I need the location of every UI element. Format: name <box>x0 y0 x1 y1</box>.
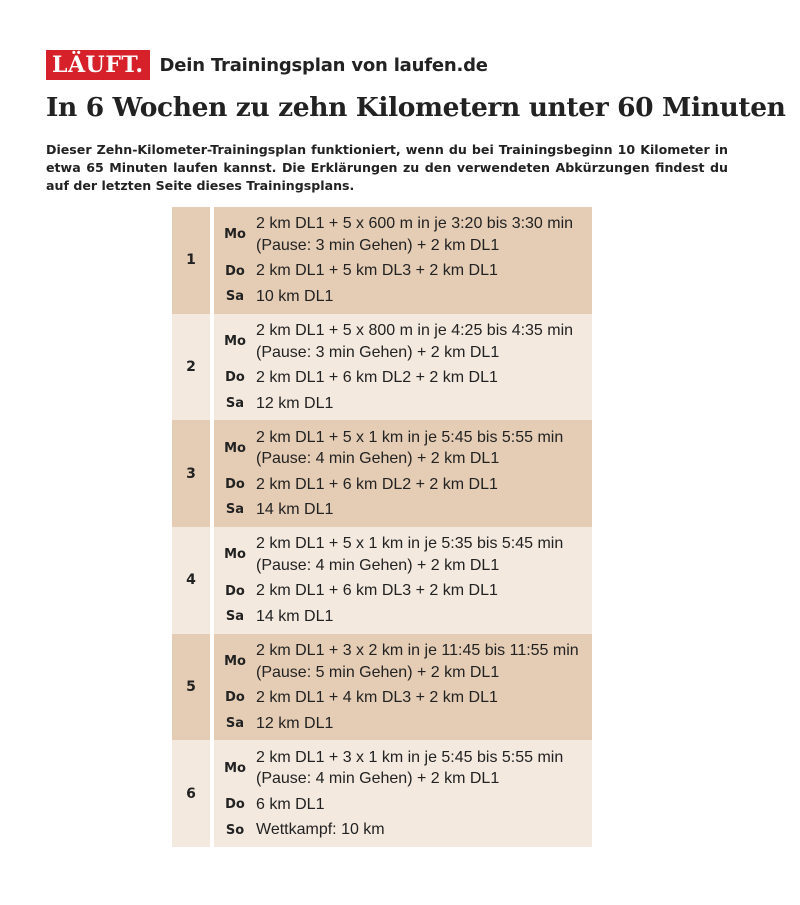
session-description-line: (Pause: 4 min Gehen) + 2 km DL1 <box>256 770 500 788</box>
session-day: Mo <box>224 547 246 563</box>
session-description <box>256 745 563 792</box>
intro-paragraph: Dieser Zehn-Kilometer-Trainingsplan funktioniert, wenn du bei Trainingsbeginn 10 Kilometer in etwa 65 Minuten laufen kannst. Die Erklärungen zu den verwendeten Abkürzungen findest du auf der letzten Seite dieses Trainingsplans. <box>46 142 728 193</box>
session-row <box>214 638 592 685</box>
session-description-line: 2 km DL1 + 5 km DL3 + 2 km DL1 <box>256 262 498 280</box>
week-row <box>172 740 592 847</box>
session-description-line: (Pause: 3 min Gehen) + 2 km DL1 <box>256 343 500 361</box>
week-number: 6 <box>186 785 196 802</box>
session-row <box>214 211 592 258</box>
session-description-line: 2 km DL1 + 3 x 1 km in je 5:45 bis 5:55 min <box>256 748 564 766</box>
session-description <box>256 817 385 843</box>
session-description-line: 2 km DL1 + 6 km DL2 + 2 km DL1 <box>256 475 498 493</box>
session-row <box>214 365 592 391</box>
session-day: Mo <box>224 760 246 776</box>
session-row <box>214 817 592 843</box>
session-day: Do <box>225 690 245 706</box>
session-description <box>256 391 333 417</box>
session-description-line: 2 km DL1 + 5 x 1 km in je 5:35 bis 5:45 min <box>256 535 564 553</box>
session-day: Do <box>225 263 245 279</box>
session-day: Sa <box>225 715 245 731</box>
session-description-line: 2 km DL1 + 5 x 600 m in je 3:20 bis 3:30 min <box>256 215 574 233</box>
laeuft-logo: LÄUFT. <box>46 50 150 80</box>
week-row <box>172 634 592 741</box>
session-day: Mo <box>224 654 246 670</box>
brand-header <box>46 50 488 80</box>
week-number: 3 <box>186 465 196 482</box>
session-description-line: 2 km DL1 + 6 km DL2 + 2 km DL1 <box>256 369 498 387</box>
session-description-line: 2 km DL1 + 4 km DL3 + 2 km DL1 <box>256 689 498 707</box>
brand-tagline: Dein Trainingsplan von laufen.de <box>159 54 488 76</box>
session-description <box>256 318 573 365</box>
session-row <box>214 685 592 711</box>
week-row <box>172 314 592 421</box>
session-row <box>214 792 592 818</box>
session-list <box>214 527 592 634</box>
session-row <box>214 497 592 523</box>
session-day: Do <box>225 370 245 386</box>
session-description-line: 2 km DL1 + 3 x 2 km in je 11:45 bis 11:55 min <box>256 642 579 660</box>
session-row <box>214 391 592 417</box>
session-row <box>214 531 592 578</box>
session-description-line: 2 km DL1 + 5 x 800 m in je 4:25 bis 4:35 min <box>256 322 574 340</box>
session-day: Do <box>225 476 245 492</box>
session-list <box>214 420 592 527</box>
session-description-line: 2 km DL1 + 6 km DL3 + 2 km DL1 <box>256 582 498 600</box>
session-description-line: (Pause: 5 min Gehen) + 2 km DL1 <box>256 663 500 681</box>
session-description-line: 6 km DL1 <box>256 795 325 813</box>
session-description <box>256 578 498 604</box>
session-description <box>256 685 498 711</box>
session-description <box>256 258 498 284</box>
week-number: 4 <box>186 572 196 589</box>
session-row <box>214 745 592 792</box>
session-description <box>256 425 563 472</box>
session-row <box>214 578 592 604</box>
session-description <box>256 497 333 523</box>
session-day: Mo <box>224 334 246 350</box>
session-list <box>214 740 592 847</box>
session-description <box>256 365 498 391</box>
session-description <box>256 472 498 498</box>
session-row <box>214 604 592 630</box>
session-description-line: (Pause: 3 min Gehen) + 2 km DL1 <box>256 236 500 254</box>
session-description <box>256 211 573 258</box>
session-day: Mo <box>224 227 246 243</box>
week-row <box>172 527 592 634</box>
session-list <box>214 634 592 741</box>
session-day: Sa <box>225 609 245 625</box>
session-day: Sa <box>225 289 245 305</box>
session-description-line: 12 km DL1 <box>256 714 334 732</box>
week-number: 1 <box>186 252 196 269</box>
session-day: So <box>225 822 245 838</box>
session-row <box>214 472 592 498</box>
session-description-line: 2 km DL1 + 5 x 1 km in je 5:45 bis 5:55 min <box>256 428 564 446</box>
session-row <box>214 425 592 472</box>
session-row <box>214 284 592 310</box>
session-description-line: (Pause: 4 min Gehen) + 2 km DL1 <box>256 450 500 468</box>
session-description <box>256 604 333 630</box>
week-row <box>172 420 592 527</box>
session-day: Sa <box>225 502 245 518</box>
session-day: Do <box>225 583 245 599</box>
session-description-line: (Pause: 4 min Gehen) + 2 km DL1 <box>256 556 500 574</box>
week-number: 2 <box>186 359 196 376</box>
session-description <box>256 792 324 818</box>
session-row <box>214 318 592 365</box>
session-row <box>214 258 592 284</box>
week-row <box>172 207 592 314</box>
session-description-line: 10 km DL1 <box>256 287 334 305</box>
session-description-line: 14 km DL1 <box>256 501 334 519</box>
session-list <box>214 314 592 421</box>
session-day: Sa <box>225 395 245 411</box>
page-title: In 6 Wochen zu zehn Kilometern unter 60 Minuten <box>46 92 786 123</box>
session-day: Do <box>225 797 245 813</box>
session-description <box>256 531 563 578</box>
session-day: Mo <box>224 440 246 456</box>
session-list <box>214 207 592 314</box>
session-description-line: 14 km DL1 <box>256 607 334 625</box>
session-description <box>256 284 333 310</box>
week-number: 5 <box>186 679 196 696</box>
session-description-line: Wettkampf: 10 km <box>256 821 385 839</box>
session-description <box>256 711 333 737</box>
session-description <box>256 638 579 685</box>
session-description-line: 12 km DL1 <box>256 394 334 412</box>
session-row <box>214 711 592 737</box>
training-plan-table <box>172 207 592 847</box>
